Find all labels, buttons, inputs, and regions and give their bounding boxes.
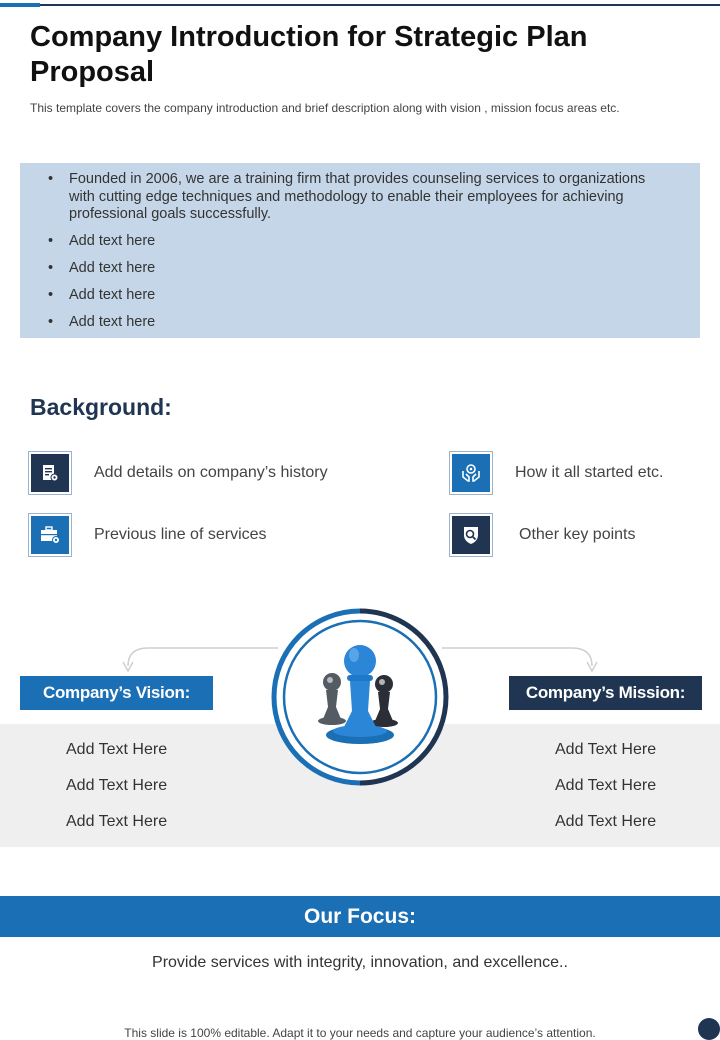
vision-item: Add Text Here xyxy=(66,813,168,830)
intro-bullet: • Add text here xyxy=(48,233,670,251)
icon-frame xyxy=(449,513,493,557)
background-item-key-points xyxy=(449,513,636,557)
background-item-started xyxy=(449,451,664,495)
footer-note: This slide is 100% editable. Adapt it to your needs and capture your audience’s attention. xyxy=(124,1026,596,1040)
icon-frame xyxy=(449,451,493,495)
page-marker-dot xyxy=(698,1018,720,1040)
mission-item: Add Text Here xyxy=(555,741,657,758)
mission-label: Company’s Mission: xyxy=(509,676,702,710)
mission-item: Add Text Here xyxy=(555,777,657,794)
focus-text: Provide services with integrity, innovation, and excellence.. xyxy=(152,954,568,971)
magnifier-shield-icon xyxy=(452,516,490,554)
mission-connector-arrow xyxy=(432,640,602,676)
icon-frame xyxy=(28,513,72,557)
intro-bullet: • Founded in 2006, we are a training firm that provides counseling services to organizations with cutting edge techniques and methodology to enable their employees for achieving professional goals successfully. xyxy=(48,171,670,224)
page-title: Company Introduction for Strategic Plan Proposal xyxy=(30,21,588,88)
mission-list xyxy=(555,740,656,848)
top-accent-bar xyxy=(0,3,40,7)
background-item-label: Add details on company’s history xyxy=(94,464,328,481)
icon-frame xyxy=(28,451,72,495)
chess-pawns-icon xyxy=(270,607,450,787)
vision-connector-arrow xyxy=(118,640,288,676)
intro-box xyxy=(20,163,700,338)
intro-bullet: • Add text here xyxy=(48,260,670,278)
intro-bullet: • Add text here xyxy=(48,314,670,332)
document-settings-icon xyxy=(31,454,69,492)
vision-item: Add Text Here xyxy=(66,741,168,758)
intro-bullet: • Add text here xyxy=(48,287,670,305)
hands-gear-icon xyxy=(452,454,490,492)
focus-heading-bar: Our Focus: xyxy=(0,896,720,937)
vision-label: Company’s Vision: xyxy=(20,676,213,710)
background-item-label: How it all started etc. xyxy=(515,464,664,481)
briefcase-gear-icon xyxy=(31,516,69,554)
background-item-services xyxy=(28,513,267,557)
intro-list xyxy=(48,171,670,332)
vision-list xyxy=(66,740,167,848)
background-item-history xyxy=(28,451,328,495)
mission-item: Add Text Here xyxy=(555,813,657,830)
background-item-label: Previous line of services xyxy=(94,526,267,543)
background-heading: Background: xyxy=(30,394,172,420)
background-item-label: Other key points xyxy=(519,526,636,543)
vision-item: Add Text Here xyxy=(66,777,168,794)
page-subtitle: This template covers the company introduction and brief description along with vision , mission focus areas etc. xyxy=(30,101,620,115)
top-rule xyxy=(0,4,720,6)
